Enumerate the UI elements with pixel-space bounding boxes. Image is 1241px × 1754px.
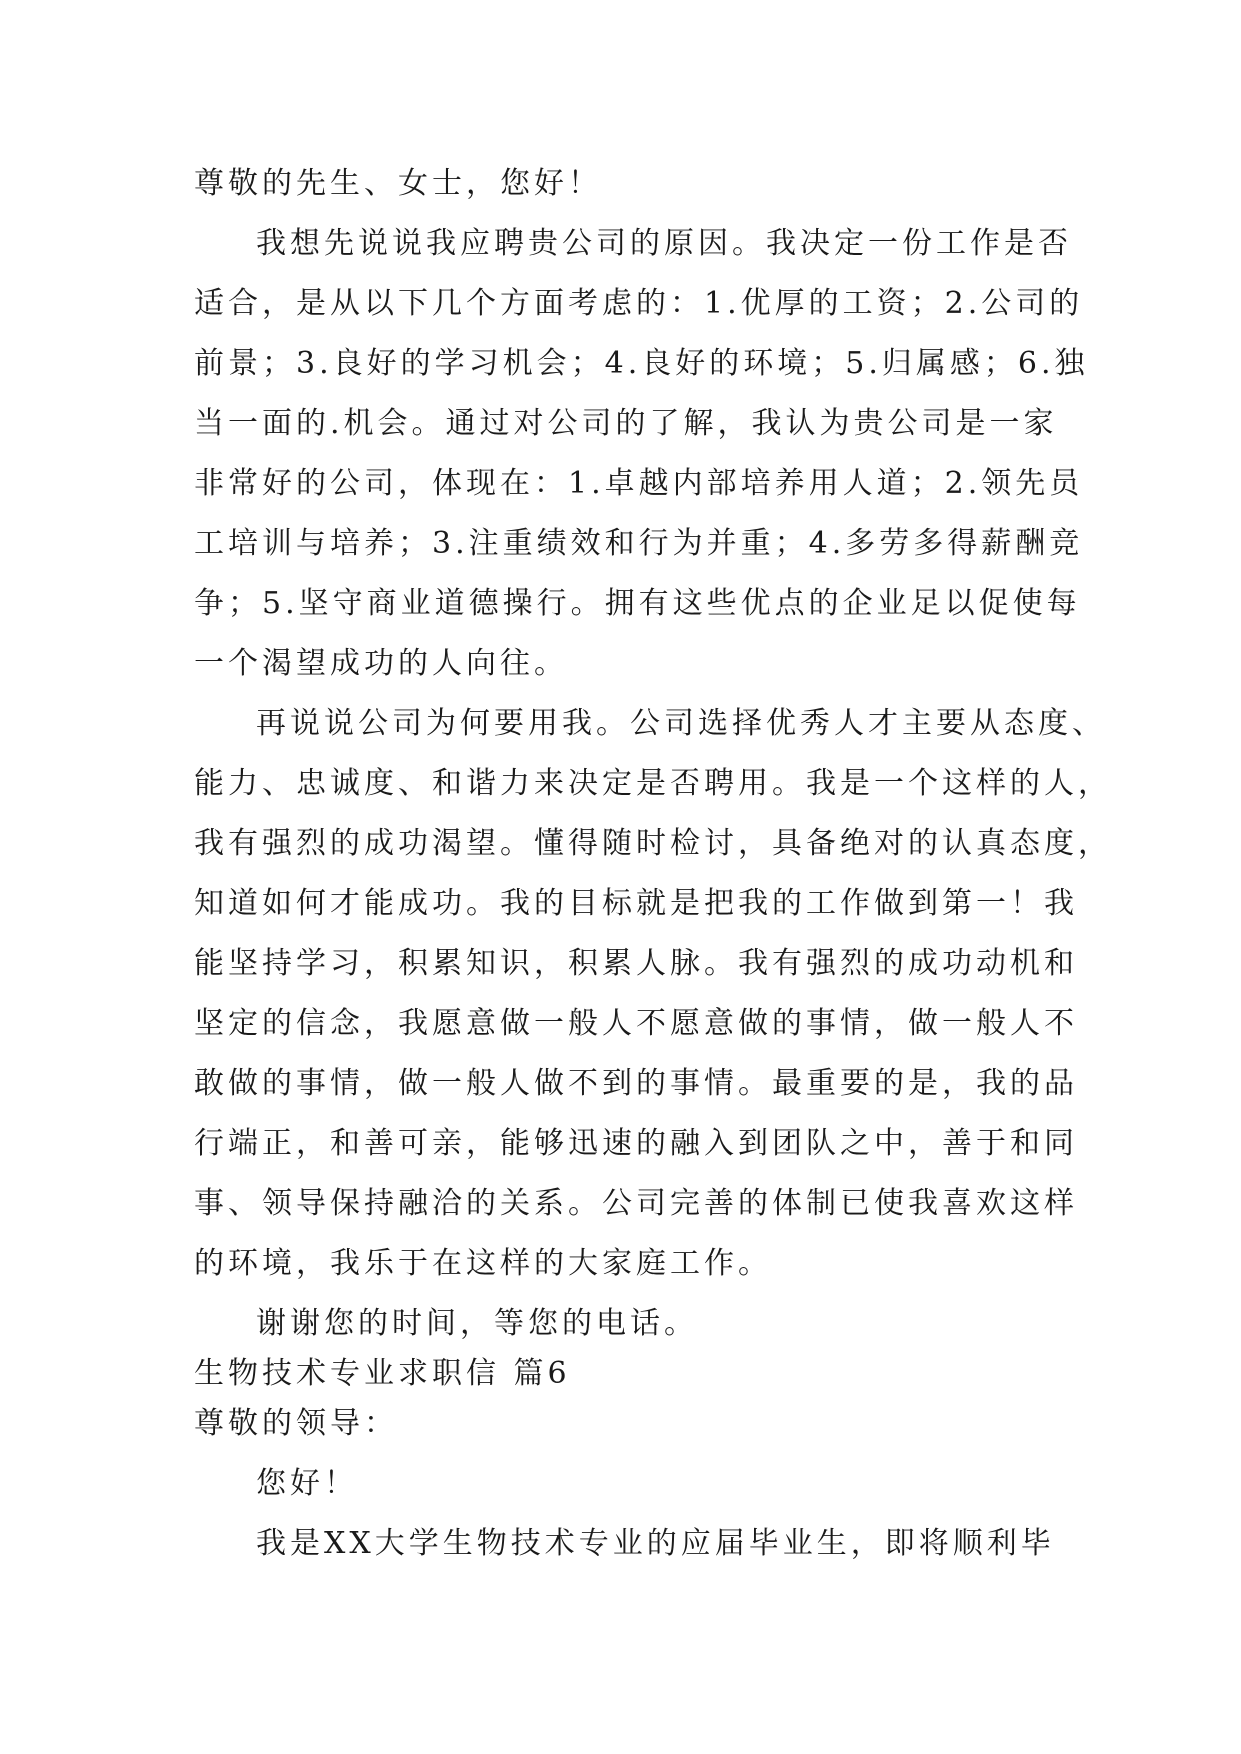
paragraph-line: 能力、忠诚度、和谐力来决定是否聘用。我是一个这样的人， <box>194 766 1112 801</box>
paragraph-line: 敢做的事情，做一般人做不到的事情。最重要的是，我的品 <box>194 1066 1078 1101</box>
paragraph-line: 一个渴望成功的人向往。 <box>194 646 568 681</box>
paragraph-line: 知道如何才能成功。我的目标就是把我的工作做到第一！我 <box>194 886 1078 921</box>
paragraph-line: 事、领导保持融洽的关系。公司完善的体制已使我喜欢这样 <box>194 1186 1078 1221</box>
paragraph-line: 再说说公司为何要用我。公司选择优秀人才主要从态度、 <box>256 706 1106 741</box>
paragraph-line: 争；5.坚守商业道德操行。拥有这些优点的企业足以促使每 <box>194 586 1081 621</box>
paragraph-line: 我想先说说我应聘贵公司的原因。我决定一份工作是否 <box>256 226 1072 261</box>
paragraph-line: 的环境，我乐于在这样的大家庭工作。 <box>194 1246 772 1281</box>
paragraph-line: 前景；3.良好的学习机会；4.良好的环境；5.归属感；6.独 <box>194 346 1089 381</box>
greeting: 您好！ <box>256 1466 358 1501</box>
salutation: 尊敬的领导： <box>194 1406 398 1441</box>
salutation: 尊敬的先生、女士，您好！ <box>194 166 602 201</box>
paragraph-line: 工培训与培养；3.注重绩效和行为并重；4.多劳多得薪酬竞 <box>194 526 1084 561</box>
paragraph-line: 适合，是从以下几个方面考虑的：1.优厚的工资；2.公司的 <box>194 286 1084 321</box>
paragraph-line: 非常好的公司，体现在：1.卓越内部培养用人道；2.领先员 <box>194 466 1084 501</box>
paragraph-line: 当一面的.机会。通过对公司的了解，我认为贵公司是一家 <box>194 406 1058 441</box>
section-heading: 生物技术专业求职信 篇6 <box>194 1356 571 1391</box>
paragraph-line: 坚定的信念，我愿意做一般人不愿意做的事情，做一般人不 <box>194 1006 1078 1041</box>
paragraph-line: 行端正，和善可亲，能够迅速的融入到团队之中，善于和同 <box>194 1126 1078 1161</box>
paragraph-line: 能坚持学习，积累知识，积累人脉。我有强烈的成功动机和 <box>194 946 1078 981</box>
paragraph-line: 我有强烈的成功渴望。懂得随时检讨，具备绝对的认真态度， <box>194 826 1112 861</box>
paragraph-line: 我是XX大学生物技术专业的应届毕业生，即将顺利毕 <box>256 1526 1055 1561</box>
closing-line: 谢谢您的时间，等您的电话。 <box>256 1306 698 1341</box>
